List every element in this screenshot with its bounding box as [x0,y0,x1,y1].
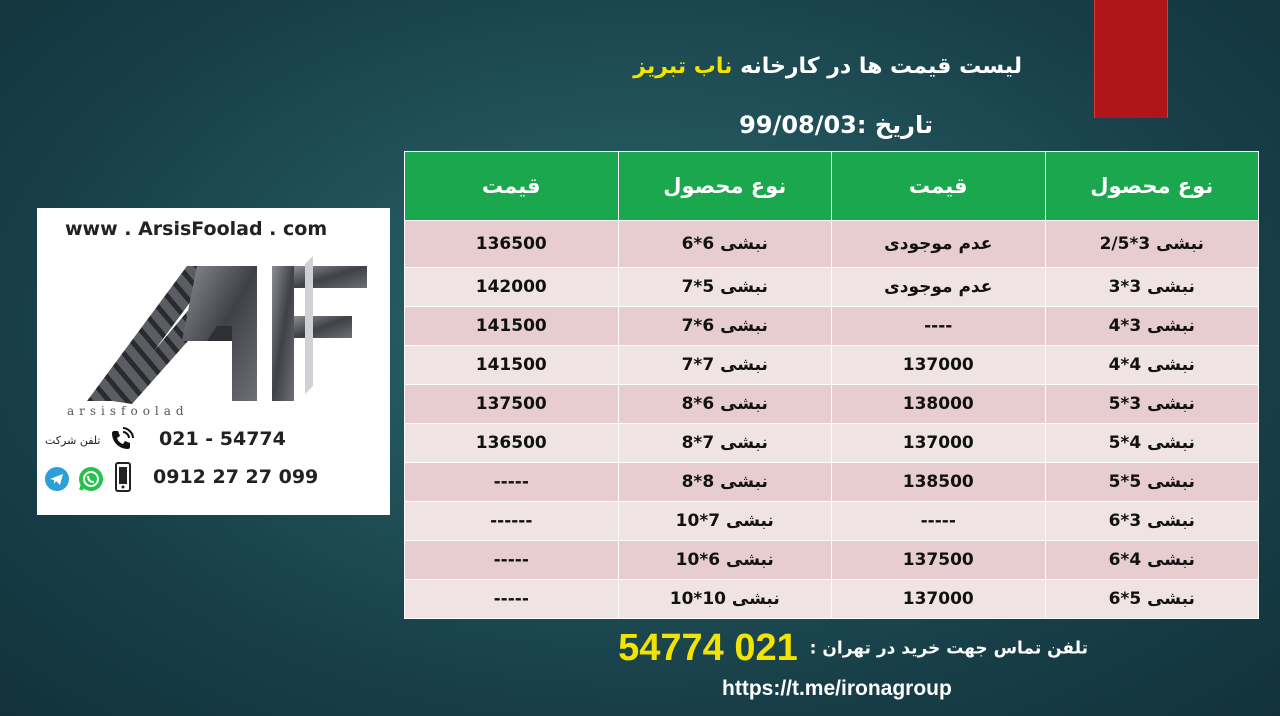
header-product-type: نوع محصول [618,152,832,221]
company-logo-card [37,208,390,515]
price-cell: ---- [832,307,1046,346]
product-type-cell: نبشی 5*6 [1045,580,1259,619]
brand-name: arsisfoolad [67,404,189,418]
table-row [405,541,1259,580]
price-cell: ----- [405,541,619,580]
product-type-cell: نبشی 3*2/5 [1045,221,1259,268]
mobile-icon [113,461,133,493]
telegram-icon [44,466,70,492]
decorative-red-bar [1094,0,1168,118]
price-cell: 138000 [832,385,1046,424]
phone-label: تلفن شرکت [45,434,101,447]
table-row [405,463,1259,502]
price-date: تاریخ :99/08/03 [739,111,933,139]
table-row [405,221,1259,268]
page-title [633,54,1022,79]
price-cell: 137500 [832,541,1046,580]
product-type-cell: نبشی 8*8 [618,463,832,502]
product-type-cell: نبشی 7*8 [618,424,832,463]
product-type-cell: نبشی 6*6 [618,221,832,268]
table-row [405,580,1259,619]
price-cell: 136500 [405,424,619,463]
price-cell: ----- [405,580,619,619]
product-type-cell: نبشی 3*5 [1045,385,1259,424]
table-row [405,424,1259,463]
header-product-type: نوع محصول [1045,152,1259,221]
whatsapp-icon [77,465,105,493]
price-cell: 136500 [405,221,619,268]
price-cell: 138500 [832,463,1046,502]
price-cell: 137000 [832,424,1046,463]
product-type-cell: نبشی 3*6 [1045,502,1259,541]
product-type-cell: نبشی 10*10 [618,580,832,619]
price-cell: 137000 [832,346,1046,385]
price-cell: ----- [405,463,619,502]
table-row [405,307,1259,346]
price-cell: عدم موجودی [832,221,1046,268]
product-type-cell: نبشی 3*4 [1045,307,1259,346]
phone-icon [108,427,134,453]
product-type-cell: نبشی 7*10 [618,502,832,541]
price-cell: 142000 [405,268,619,307]
product-type-cell: نبشی 6*7 [618,307,832,346]
table-row [405,268,1259,307]
price-cell: 141500 [405,346,619,385]
title-highlight: ناب تبریز [633,54,733,79]
header-price: قیمت [405,152,619,221]
telegram-channel-link[interactable]: https://t.me/ironagroup [722,677,952,700]
price-cell: عدم موجودی [832,268,1046,307]
company-mobile: 0912 27 27 099 [153,466,319,488]
table-row [405,346,1259,385]
product-type-cell: نبشی 5*5 [1045,463,1259,502]
price-cell: 137000 [832,580,1046,619]
price-cell: ------ [405,502,619,541]
product-type-cell: نبشی 6*10 [618,541,832,580]
product-type-cell: نبشی 3*3 [1045,268,1259,307]
price-cell: 137500 [405,385,619,424]
website-text: www . ArsisFoolad . com [65,218,328,240]
contact-label: تلفن تماس جهت خرید در تهران : [809,638,1088,659]
product-type-cell: نبشی 4*5 [1045,424,1259,463]
header-price: قیمت [832,152,1046,221]
table-row [405,385,1259,424]
product-type-cell: نبشی 4*4 [1045,346,1259,385]
price-cell: ----- [832,502,1046,541]
price-table [404,151,1259,619]
contact-number: 021 54774 [618,627,798,669]
product-type-cell: نبشی 5*7 [618,268,832,307]
product-type-cell: نبشی 4*6 [1045,541,1259,580]
arsis-foolad-logo [67,246,367,406]
title-text: لیست قیمت ها در کارخانه [740,54,1022,79]
table-row [405,502,1259,541]
product-type-cell: نبشی 7*7 [618,346,832,385]
price-cell: 141500 [405,307,619,346]
contact-line [618,627,1088,670]
table-header-row [405,152,1259,221]
product-type-cell: نبشی 6*8 [618,385,832,424]
company-phone: 021 - 54774 [159,428,286,450]
